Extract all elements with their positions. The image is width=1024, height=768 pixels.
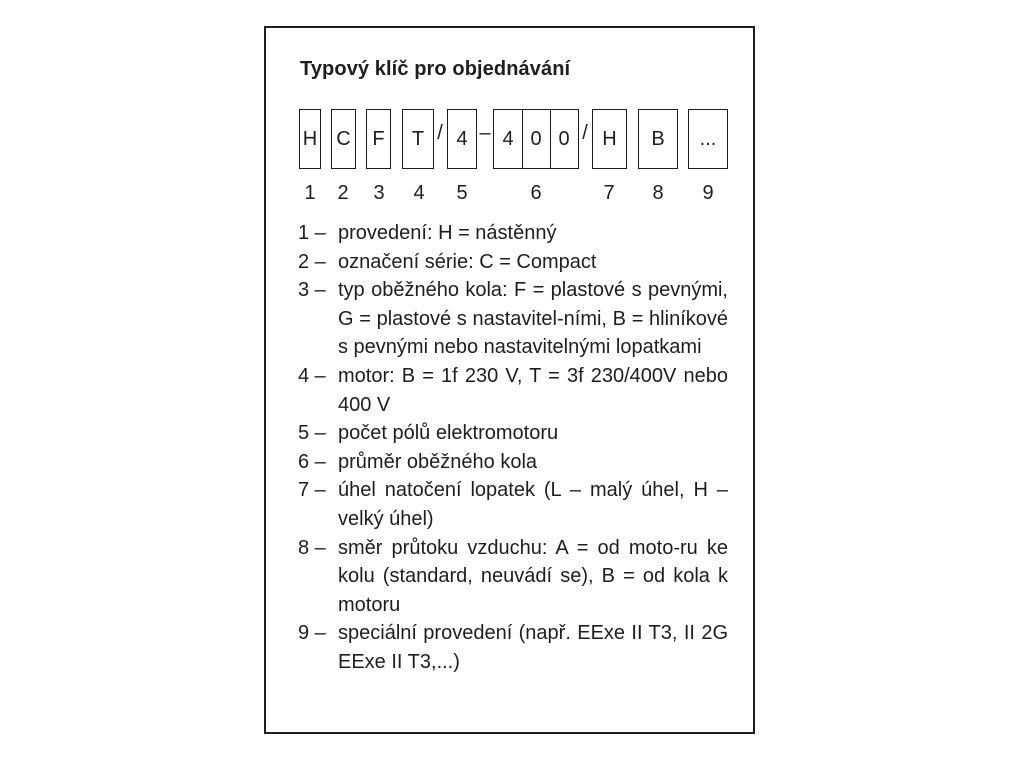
code-separator-dash: –	[479, 122, 491, 144]
legend-list	[298, 219, 728, 677]
legend-text: počet pólů elektromotoru	[338, 422, 559, 445]
legend-text: typ oběžného kola: F = plastové s pevnými, G = plastové s nastavitel-ními, B = hliníkové s pevnými nebo nastavitelnými lopatkami	[338, 279, 728, 359]
legend-text: směr průtoku vzduchu: A = od moto-ru ke kolu (standard, neuvádí se), B = od kola k motoru	[338, 536, 728, 616]
position-number-7: 7	[603, 182, 615, 204]
code-box-6: 4 0 0	[493, 109, 579, 169]
position-number-1: 1	[304, 182, 316, 204]
legend-item-5	[298, 419, 728, 448]
position-number-5: 5	[456, 182, 468, 204]
code-box-2: C	[331, 109, 356, 169]
position-number-6: 6	[530, 182, 542, 204]
legend-item-9	[298, 619, 728, 676]
code-box-7: H	[592, 109, 627, 169]
legend-text: označení série: C = Compact	[338, 250, 597, 273]
legend-number: 3 –	[298, 279, 326, 302]
legend-item-1	[298, 219, 728, 248]
legend-item-6	[298, 448, 728, 477]
legend-item-3	[298, 276, 728, 362]
code-box-1: H	[299, 109, 321, 169]
legend-item-2	[298, 248, 728, 277]
code-separator-slash: /	[437, 122, 443, 144]
legend-number: 7 –	[298, 479, 326, 502]
code-separator-slash: /	[582, 122, 588, 144]
code-box-5: 4	[447, 109, 477, 169]
legend-number: 1 –	[298, 222, 326, 244]
legend-number: 2 –	[298, 250, 326, 273]
page-title: Typový klíč pro objednávání	[300, 58, 571, 80]
code-box-4: T	[402, 109, 434, 169]
code-box-8: B	[638, 109, 678, 169]
legend-number: 6 –	[298, 450, 326, 473]
legend-item-8	[298, 534, 728, 620]
legend-text: speciální provedení (např. EExe II T3, II 2G EExe II T3,...)	[338, 622, 728, 673]
position-number-9: 9	[702, 182, 714, 204]
legend-text: motor: B = 1f 230 V, T = 3f 230/400V nebo 400 V	[338, 364, 728, 416]
position-number-3: 3	[373, 182, 385, 204]
legend-text: průměr oběžného kola	[338, 450, 538, 473]
position-number-2: 2	[337, 182, 349, 204]
code-box-3: F	[366, 109, 391, 169]
legend-number: 9 –	[298, 622, 326, 645]
legend-item-4	[298, 362, 728, 419]
position-number-4: 4	[413, 182, 425, 204]
legend-item-7	[298, 476, 728, 533]
legend-number: 4 –	[298, 364, 326, 387]
position-number-8: 8	[652, 182, 664, 204]
legend-number: 5 –	[298, 422, 326, 445]
legend-number: 8 –	[298, 536, 326, 559]
code-box-9: ...	[688, 109, 728, 169]
legend-text: úhel natočení lopatek (L – malý úhel, H – velký úhel)	[338, 479, 728, 530]
legend-text: provedení: H = nástěnný	[338, 222, 557, 244]
